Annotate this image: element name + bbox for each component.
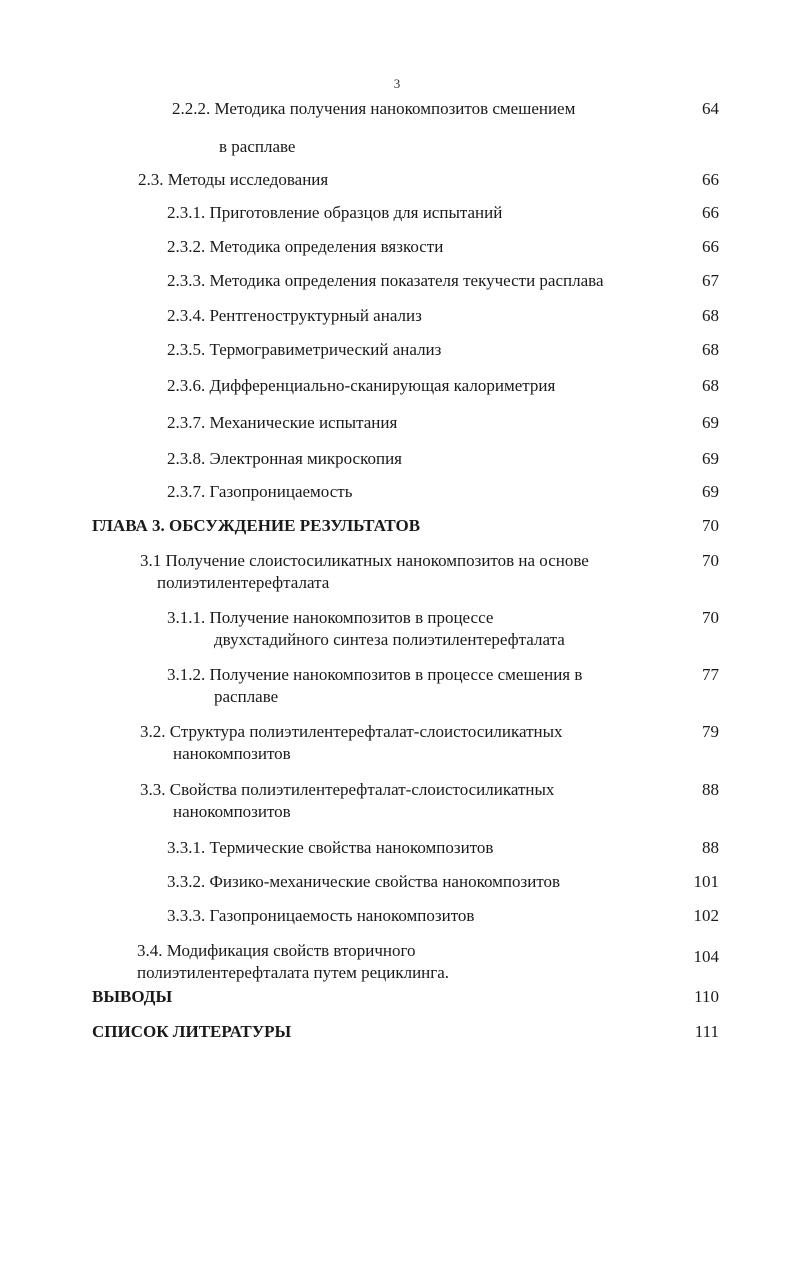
toc-entry-title-line1: 3.1.1. Получение нанокомпозитов в процессе xyxy=(167,608,494,627)
toc-entry-page: 69 xyxy=(702,413,719,432)
toc-chapter-title: ВЫВОДЫ xyxy=(92,987,173,1006)
toc-entry-page: 68 xyxy=(702,306,719,325)
toc-entry-title: 2.3.3. Методика определения показателя текучести расплава xyxy=(167,271,604,290)
toc-entry-title: 2.3.1. Приготовление образцов для испытаний xyxy=(167,203,503,222)
toc-entry-page: 68 xyxy=(702,340,719,359)
toc-entry-title-line2: двухстадийного синтеза полиэтилентерефталата xyxy=(214,630,565,649)
toc-entry-page: 102 xyxy=(693,906,719,925)
toc-entry-page: 66 xyxy=(702,170,719,189)
toc-entry-page: 101 xyxy=(693,872,719,891)
toc-entry-title: 3.3.3. Газопроницаемость нанокомпозитов xyxy=(167,906,475,925)
toc-entry-title: 2.3.8. Электронная микроскопия xyxy=(167,449,403,468)
toc-entry-title: 2.3. Методы исследования xyxy=(138,170,329,189)
toc-entry-title: 3.3.1. Термические свойства нанокомпозитов xyxy=(167,838,494,857)
toc-entry-page: 70 xyxy=(702,608,719,627)
toc-entry-page: 67 xyxy=(702,271,719,290)
toc-entry-page: 68 xyxy=(702,376,719,395)
toc-entry-title: 2.3.7. Газопроницаемость xyxy=(167,482,353,501)
toc-entry-title xyxy=(140,550,589,594)
toc-entry-page: 110 xyxy=(694,987,719,1006)
page-number: 3 xyxy=(393,76,401,91)
toc-entry-page: 111 xyxy=(694,1022,719,1041)
toc-chapter-title: СПИСОК ЛИТЕРАТУРЫ xyxy=(92,1022,292,1041)
toc-entry-page: 77 xyxy=(702,665,719,684)
toc-entry-title-line1: 3.1.2. Получение нанокомпозитов в процессе смешения в xyxy=(167,665,583,684)
toc-entry-title: 2.3.4. Рентгеноструктурный анализ xyxy=(167,306,422,325)
toc-entry-page: 64 xyxy=(702,99,719,118)
toc-entry-page: 66 xyxy=(702,237,719,256)
toc-entry-page: 104 xyxy=(693,947,719,966)
toc-entry-page: 70 xyxy=(702,516,719,535)
toc-entry-title xyxy=(167,607,565,651)
toc-entry-title: 2.3.2. Методика определения вязкости xyxy=(167,237,444,256)
toc-entry-title: 2.2.2. Методика получения нанокомпозитов смешением xyxy=(172,99,576,118)
toc-entry-title: в расплаве xyxy=(219,137,296,156)
toc-entry-title: 2.3.7. Механические испытания xyxy=(167,413,398,432)
toc-entry-title-line2: полиэтилентерефталата путем рециклинга. xyxy=(137,963,450,982)
toc-entry-page: 70 xyxy=(702,551,719,570)
toc-entry-title xyxy=(167,664,582,708)
toc-entry-page: 88 xyxy=(702,838,719,857)
toc-chapter-title: ГЛАВА 3. ОБСУЖДЕНИЕ РЕЗУЛЬТАТОВ xyxy=(92,516,421,535)
toc-entry-title-line2: нанокомпозитов xyxy=(173,744,291,763)
toc-entry-title: 2.3.6. Дифференциально-сканирующая калориметрия xyxy=(167,376,556,395)
toc-entry-title-line1: 3.1 Получение слоистосиликатных нанокомпозитов на основе xyxy=(140,551,589,570)
toc-entry-title-line1: 3.3. Свойства полиэтилентерефталат-слоистосиликатных xyxy=(140,780,555,799)
toc-entry-title-line1: 3.2. Структура полиэтилентерефталат-слоистосиликатных xyxy=(140,722,563,741)
toc-entry-title-line1: 3.4. Модификация свойств вторичного xyxy=(137,941,416,960)
toc-entry-title-line2: полиэтилентерефталата xyxy=(157,573,330,592)
toc-entry-page: 69 xyxy=(702,449,719,468)
toc-entry-page: 79 xyxy=(702,722,719,741)
toc-entry-title-line2: нанокомпозитов xyxy=(173,802,291,821)
toc-entry-title xyxy=(140,779,554,823)
toc-entry-title: 3.3.2. Физико-механические свойства нанокомпозитов xyxy=(167,872,561,891)
toc-entry-title xyxy=(140,721,563,765)
toc-entry-title-line2: расплаве xyxy=(214,687,279,706)
toc-entry-page: 69 xyxy=(702,482,719,501)
toc-entry-page: 66 xyxy=(702,203,719,222)
toc-entry-page: 88 xyxy=(702,780,719,799)
toc-entry-title xyxy=(137,940,449,984)
toc-entry-title: 2.3.5. Термогравиметрический анализ xyxy=(167,340,442,359)
